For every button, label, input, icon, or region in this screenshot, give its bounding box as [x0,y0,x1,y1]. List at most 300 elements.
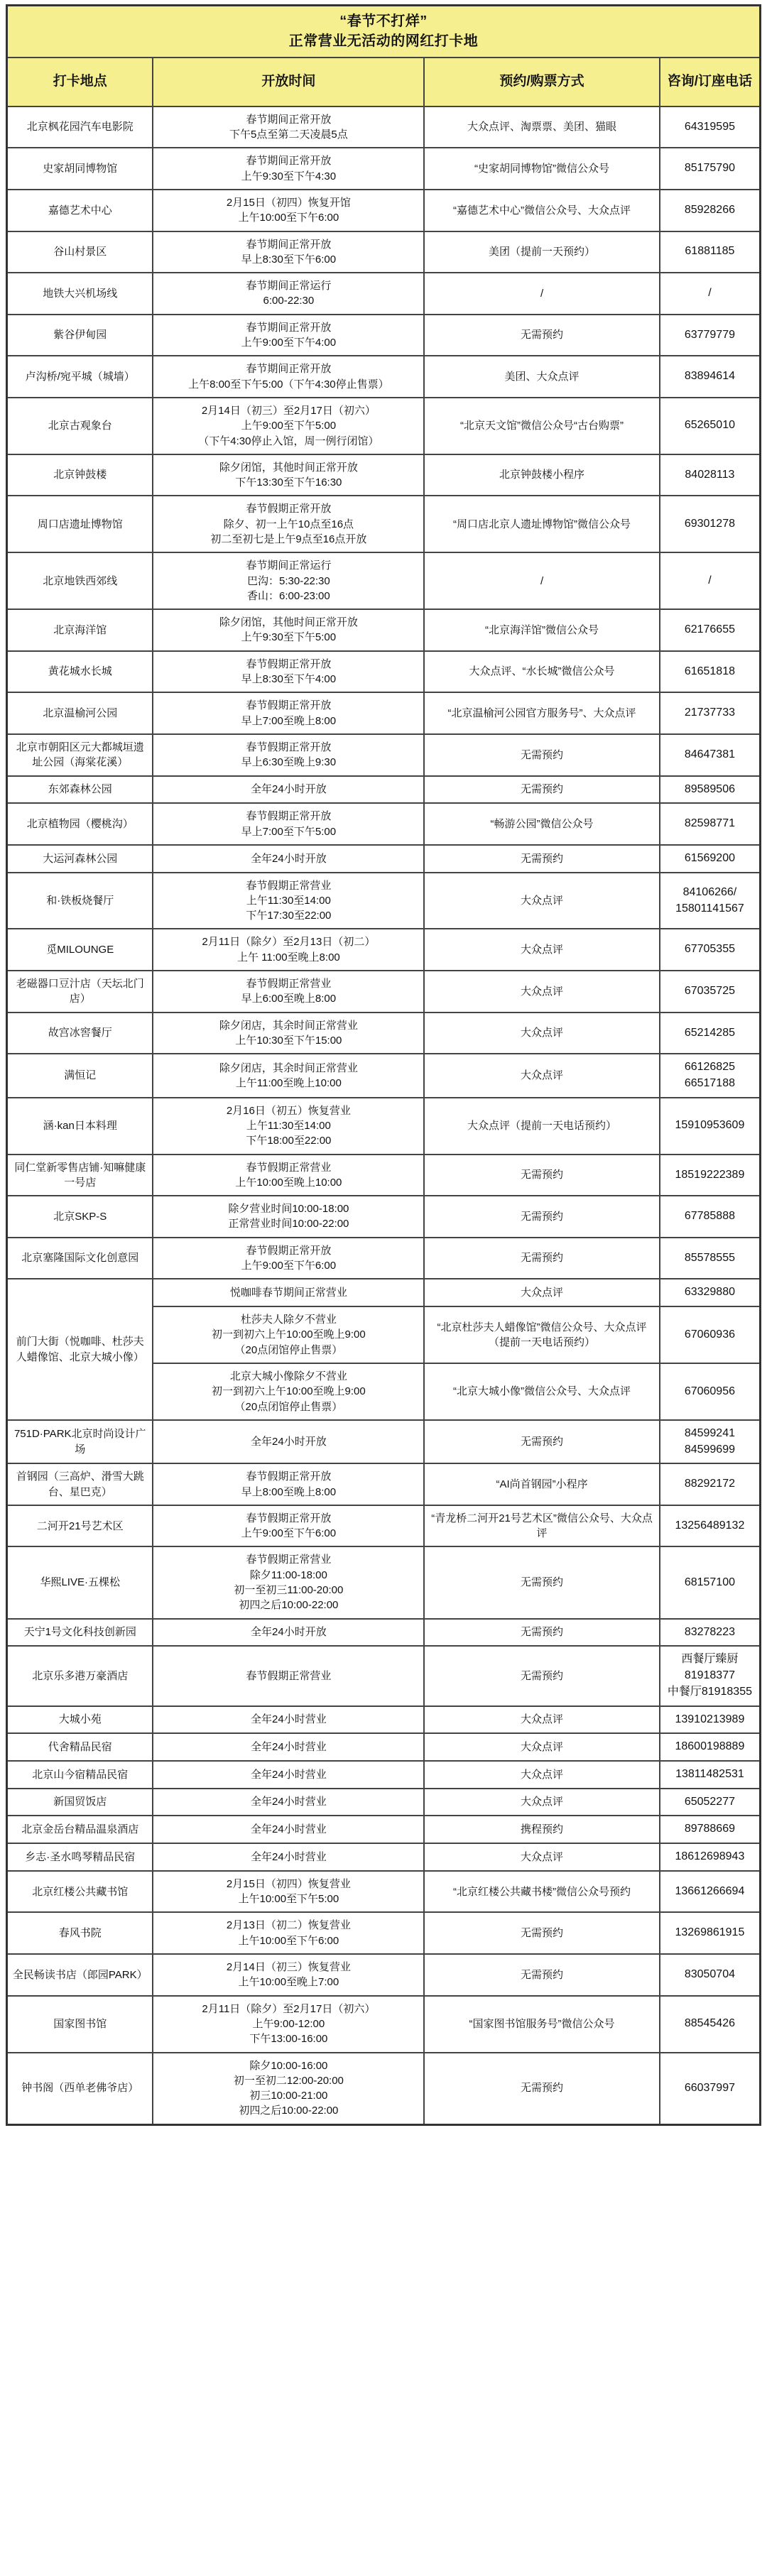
cell-booking [424,651,660,693]
cell-booking [424,552,660,609]
cell-hours-line: 除夕闭馆，其他时间正常开放 [219,616,358,629]
cell-phone-line: 65265010 [684,419,735,432]
cell-hours-line: 全年24小时营业 [251,1713,327,1726]
cell-hours-line: 春节假期正常营业 [246,1161,332,1174]
cell-hours-line: 北京大城小像除夕不营业 [229,1370,347,1382]
cell-place: 北京乐多港万豪酒店 [7,1646,153,1705]
cell-place: 首钢园（三高炉、滑雪大跳台、星巴克） [7,1463,153,1505]
cell-phone [660,496,761,552]
cell-phone-line: 82598771 [684,817,735,830]
cell-hours-line: 全年24小时开放 [251,1626,327,1639]
cell-booking-line: 大众点评 [521,1287,564,1299]
cell-phone-line: 83278223 [684,1625,735,1638]
column-header-hours: 开放时间 [153,58,424,107]
cell-place: 老磁器口豆汁店（天坛北门店） [7,971,153,1013]
cell-place: 北京海洋馆 [7,609,153,651]
cell-hours [153,398,424,454]
table-row [7,148,761,190]
cell-hours-line: 巴沟：5:30-22:30 [247,574,330,587]
table-row [7,1155,761,1196]
cell-booking-line: “北京杜莎夫人蜡像馆”微信公众号、大众点评（提前一天电话预约） [437,1321,647,1349]
cell-phone [660,1420,761,1463]
cell-hours-line: 6:00-22:30 [263,295,315,307]
cell-phone [660,552,761,609]
cell-booking-line: 大众点评 [521,1768,564,1781]
table-title [7,6,761,58]
table-row [7,651,761,693]
cell-hours-line: 除夕闭店，其余时间正常营业 [219,1019,358,1032]
cell-place: 北京植物园（樱桃沟） [7,803,153,845]
cell-phone [660,1619,761,1647]
cell-phone [660,1706,761,1734]
cell-booking [424,1954,660,1996]
cell-place: 谷山村景区 [7,231,153,273]
cell-hours [153,1546,424,1618]
cell-hours [153,1196,424,1238]
cell-booking-line: 大众点评（提前一天电话预约） [467,1119,617,1132]
cell-place: 751D·PARK北京时尚设计广场 [7,1420,153,1463]
cell-hours-line: 初二至初七是上午9点至16点开放 [210,533,367,545]
cell-hours-line: 早上8:30至下午6:00 [241,253,337,266]
cell-booking-line: “史家胡同博物馆”微信公众号 [474,162,610,175]
cell-hours [153,1646,424,1705]
cell-hours-line: （20点闭馆停止售票） [234,1343,343,1356]
cell-place: 前门大街（悦咖啡、杜莎夫人蜡像馆、北京大城小像） [7,1279,153,1420]
cell-hours [153,1420,424,1463]
cell-booking-line: 无需预约 [521,1252,564,1265]
cell-booking-line: “北京海洋馆”微信公众号 [485,623,599,636]
cell-phone-line: 67785888 [684,1210,735,1223]
cell-phone-line: 84599699 [684,1443,735,1456]
cell-booking [424,971,660,1013]
cell-hours [153,552,424,609]
cell-hours-line: 春节假期正常开放 [246,657,332,670]
cell-phone [660,190,761,231]
table-row [7,929,761,971]
cell-hours [153,1238,424,1279]
cell-booking [424,1619,660,1647]
table-row [7,1279,761,1306]
cell-phone-line: 85928266 [684,203,735,216]
cell-booking [424,315,660,356]
cell-hours [153,734,424,776]
cell-place: 同仁堂新零售店铺·知嘛健康一号店 [7,1155,153,1196]
cell-phone [660,845,761,873]
cell-phone [660,1155,761,1196]
cell-place: 大城小苑 [7,1706,153,1734]
cell-booking [424,1363,660,1420]
cell-booking [424,1789,660,1816]
cell-place: 涵·kan日本料理 [7,1098,153,1155]
cell-phone [660,609,761,651]
cell-booking-line: 无需预约 [521,1669,564,1682]
cell-booking-line: 北京钟鼓楼小程序 [499,469,585,481]
cell-booking-line: 大众点评 [521,944,564,956]
cell-hours [153,231,424,273]
cell-hours [153,845,424,873]
cell-booking-line: “北京红楼公共藏书楼”微信公众号预约 [453,1885,631,1898]
cell-booking [424,398,660,454]
cell-hours-line: 初一至初二12:00-20:00 [233,2074,344,2087]
cell-booking-line: 大众点评 [521,1027,564,1039]
cell-hours-line: 春节假期正常营业 [246,879,332,892]
cell-phone-line: 66037997 [684,2081,735,2094]
cell-hours [153,1843,424,1871]
cell-phone [660,231,761,273]
cell-hours [153,1871,424,1913]
cell-hours-line: 春节期间正常开放 [246,363,332,376]
cell-booking [424,1155,660,1196]
cell-place: 东郊森林公园 [7,776,153,804]
cell-phone-line: 61881185 [685,245,735,258]
cell-booking [424,1871,660,1913]
cell-hours-line: 春节期间正常运行 [246,280,332,293]
table-row [7,1871,761,1913]
cell-booking-line: 大众点评 [521,894,564,907]
cell-hours-line: 春节假期正常开放 [246,741,332,753]
cell-phone [660,1646,761,1705]
cell-phone-line: 68157100 [684,1576,735,1588]
cell-hours-line: 2月15日（初四）恢复开馆 [226,196,351,209]
cell-place: 满恒记 [7,1054,153,1097]
table-row [7,398,761,454]
cell-place: 北京地铁西郊线 [7,552,153,609]
table-row [7,692,761,734]
table-row [7,845,761,873]
cell-place: 史家胡同博物馆 [7,148,153,190]
table-row [7,803,761,845]
cell-phone-line: 61651818 [684,665,735,677]
table-row [7,1505,761,1547]
cell-place: 周口店遗址博物馆 [7,496,153,552]
cell-hours [153,190,424,231]
cell-booking-line: “北京温榆河公园官方服务号”、大众点评 [447,707,636,719]
cell-booking-line: 无需预约 [521,748,564,761]
cell-phone-line: 69301278 [684,517,735,530]
cell-booking-line: 美团、大众点评 [504,370,580,383]
cell-hours [153,273,424,315]
cell-place: 钟书阁（西单老佛爷店） [7,2053,153,2125]
cell-hours-line: 上午9:00至下午4:00 [241,337,337,349]
cell-place: 天宁1号文化科技创新园 [7,1619,153,1647]
cell-hours-line: 上午10:00至晚上10:00 [235,1176,342,1189]
cell-phone-line: 18600198889 [675,1740,745,1753]
cell-phone [660,2053,761,2125]
cell-hours-line: 上午11:00至晚上10:00 [235,1076,342,1089]
cell-booking [424,1098,660,1155]
cell-phone-line: 18612698943 [675,1850,745,1863]
cell-phone-line: 84106266/ [682,885,737,898]
cell-hours [153,1761,424,1789]
cell-phone-line: 西餐厅臻厨 [681,1653,739,1666]
cell-phone [660,398,761,454]
cell-hours-line: 香山：6:00-23:00 [247,589,330,602]
cell-place: 故宫冰窖餐厅 [7,1013,153,1054]
cell-hours [153,315,424,356]
cell-booking [424,1013,660,1054]
cell-hours-line: 春节期间正常开放 [246,113,332,126]
cell-hours-line: 下午5点至第二天凌晨5点 [229,129,348,141]
cell-phone [660,1912,761,1954]
cell-phone-line: 81918377 [684,1669,735,1682]
cell-hours [153,803,424,845]
cell-booking [424,873,660,929]
cell-phone-line: 13256489132 [675,1519,745,1532]
cell-place: 和·铁板烧餐厅 [7,873,153,929]
cell-hours [153,929,424,971]
cell-hours-line: 杜莎夫人除夕不营业 [240,1314,337,1326]
table-row [7,1196,761,1238]
cell-phone-line: 66126825 [684,1061,735,1074]
cell-phone [660,1789,761,1816]
cell-place: 大运河森林公园 [7,845,153,873]
cell-phone [660,1196,761,1238]
cell-phone-line: 85578555 [684,1251,735,1264]
table-row [7,1098,761,1155]
table-head [7,6,761,107]
cell-hours [153,454,424,496]
cell-phone-line: 89589506 [684,782,735,795]
cell-place: 北京SKP-S [7,1196,153,1238]
cell-hours-line: 下午18:00至22:00 [246,1135,332,1147]
cell-hours [153,873,424,929]
cell-booking [424,1816,660,1843]
cell-phone-line: 62176655 [684,623,735,636]
cell-phone [660,454,761,496]
cell-place: 北京红楼公共藏书馆 [7,1871,153,1913]
cell-place: 北京温榆河公园 [7,692,153,734]
cell-booking [424,776,660,804]
table-row [7,1789,761,1816]
cell-hours [153,356,424,398]
table-row [7,190,761,231]
cell-hours-line: 上午10:30至下午15:00 [235,1034,342,1047]
cell-hours-line: 上午9:00至下午5:00 [241,420,337,432]
cell-booking-line: 无需预约 [521,1576,564,1589]
cell-hours-line: 除夕11:00-18:00 [249,1568,327,1581]
cell-hours-line: 春节假期正常开放 [246,503,332,515]
table-row [7,1646,761,1705]
cell-hours-line: 上午11:30至14:00 [246,894,331,907]
cell-phone-line: 67705355 [684,943,735,956]
cell-booking-line: 大众点评 [521,1796,564,1808]
title-line-2: 正常营业无活动的网红打卡地 [288,33,479,50]
cell-booking [424,1733,660,1761]
table-row [7,1238,761,1279]
cell-booking [424,1646,660,1705]
table-row [7,231,761,273]
cell-booking-line: 无需预约 [521,1435,564,1448]
cell-booking-line: 大众点评 [521,1069,564,1082]
cell-hours-line: 全年24小时营业 [251,1796,327,1808]
cell-hours [153,1912,424,1954]
cell-booking [424,1420,660,1463]
table-row [7,315,761,356]
cell-phone [660,356,761,398]
cell-phone-line: 13910213989 [675,1713,745,1725]
cell-hours-line: 初四之后10:00-22:00 [239,2105,339,2117]
cell-hours-line: 春节假期正常营业 [246,1554,332,1566]
cell-place: 全民畅读书店（郎园PARK） [7,1954,153,1996]
cell-hours-line: 2月16日（初五）恢复营业 [226,1104,351,1117]
cell-hours [153,971,424,1013]
cell-hours [153,1463,424,1505]
cell-hours-line: 早上7:00至晚上8:00 [241,714,337,727]
cell-phone [660,1013,761,1054]
table-row [7,1816,761,1843]
cell-booking-line: “国家图书馆服务号”微信公众号 [469,2017,615,2030]
cell-booking-line: 大众点评、“水长城”微信公众号 [469,665,615,678]
cell-hours-line: 上午10:00至下午6:00 [238,1934,339,1947]
cell-booking [424,1996,660,2053]
cell-booking-line: “畅游公园”微信公众号 [490,817,594,830]
cell-hours-line: 春节假期正常营业 [246,1669,332,1682]
cell-phone-line: 15801141567 [675,902,744,915]
cell-hours [153,1816,424,1843]
cell-hours-line: 除夕10:00-16:00 [249,2059,328,2072]
cell-hours-line: 全年24小时营业 [251,1823,327,1836]
cell-phone-line: 21737733 [684,706,735,719]
cell-booking [424,1761,660,1789]
cell-place: 地铁大兴机场线 [7,273,153,315]
cell-phone [660,273,761,315]
cell-booking [424,845,660,873]
cell-place: 北京枫花园汽车电影院 [7,107,153,148]
cell-phone-line: 83894614 [684,370,735,383]
cell-booking-line: 无需预约 [521,852,564,865]
table-row [7,1619,761,1647]
cell-booking-line: “北京大城小像”微信公众号、大众点评 [453,1385,631,1398]
cell-hours-line: 全年24小时营业 [251,1740,327,1753]
cell-hours-line: 除夕闭店，其余时间正常营业 [219,1061,358,1074]
table-row [7,1013,761,1054]
table-row [7,609,761,651]
table-row [7,1996,761,2053]
table-row [7,1733,761,1761]
cell-hours [153,1054,424,1097]
cell-phone-line: 83050704 [684,1968,735,1980]
cell-phone-line: 61569200 [684,851,735,864]
cell-place: 卢沟桥/宛平城（城墙） [7,356,153,398]
cell-booking-line: 大众点评 [521,985,564,998]
table-body [7,107,761,2124]
table-row [7,873,761,929]
cell-place: 乡志·圣水鸣琴精品民宿 [7,1843,153,1871]
cell-booking-line: 无需预约 [521,1210,564,1223]
cell-hours [153,1996,424,2053]
cell-phone [660,107,761,148]
cell-phone-line: 67035725 [684,985,735,997]
cell-phone [660,734,761,776]
cell-phone [660,1954,761,1996]
table-row [7,107,761,148]
cell-phone-line: 13269861915 [675,1926,745,1939]
cell-booking-line: 无需预约 [521,329,564,342]
cell-booking-line: 无需预约 [521,1968,564,1981]
cell-booking [424,107,660,148]
cell-booking [424,1843,660,1871]
cell-booking [424,190,660,231]
cell-phone [660,1733,761,1761]
cell-hours [153,1706,424,1734]
cell-hours-line: 初一到初六上午10:00至晚上9:00 [212,1385,366,1398]
cell-hours-line: （20点闭馆停止售票） [234,1400,343,1413]
cell-booking-line: “北京天文馆”微信公众号“古台购票” [460,420,624,432]
cell-hours-line: 全年24小时开放 [251,852,327,865]
table-row [7,552,761,609]
table-row [7,1954,761,1996]
cell-hours-line: 全年24小时开放 [251,1435,327,1448]
title-line-1: “春节不打烊” [339,13,428,29]
cell-hours [153,1505,424,1547]
cell-phone [660,929,761,971]
cell-phone [660,1463,761,1505]
cell-hours-line: 上午11:30至14:00 [246,1119,331,1132]
cell-booking-line: 大众点评 [521,1850,564,1863]
cell-hours-line: 除夕营业时间10:00-18:00 [228,1203,349,1216]
cell-booking-line: 大众点评、淘票票、美团、猫眼 [467,121,617,133]
cell-place: 北京古观象台 [7,398,153,454]
cell-booking-line: “青龙桥二河开21号艺术区”微信公众号、大众点评 [431,1512,653,1540]
cell-hours-line: 上午 11:00至晚上8:00 [236,951,340,964]
cell-place: 新国贸饭店 [7,1789,153,1816]
cell-hours-line: 上午9:00至下午6:00 [241,1260,337,1272]
cell-hours [153,1306,424,1363]
cell-place: 二河开21号艺术区 [7,1505,153,1547]
cell-booking-line: / [540,287,544,300]
cell-phone-line: 15910953609 [675,1119,745,1132]
cell-hours [153,107,424,148]
cell-hours [153,1954,424,1996]
cell-phone-line: 84599241 [684,1426,735,1439]
cell-hours-line: 春节假期正常开放 [246,1470,332,1483]
cell-hours-line: 早上8:00至晚上8:00 [241,1485,337,1498]
cell-hours-line: 除夕闭馆，其他时间正常开放 [219,461,358,474]
cell-phone [660,1279,761,1306]
cell-place: 华熙LIVE·五棵松 [7,1546,153,1618]
cell-hours [153,1733,424,1761]
cell-phone-line: 67060956 [684,1385,735,1397]
table-row [7,1912,761,1954]
cell-phone-line: 67060936 [684,1328,735,1341]
cell-hours-line: 春节假期正常开放 [246,1512,332,1524]
column-header-phone: 咨询/订座电话 [660,58,761,107]
cell-phone-line: 88292172 [684,1478,735,1490]
cell-phone-line: / [708,287,712,300]
cell-booking [424,1546,660,1618]
column-header-place: 打卡地点 [7,58,153,107]
cell-phone [660,1761,761,1789]
cell-hours-line: 2月14日（初三）恢复营业 [226,1961,351,1974]
cell-booking [424,496,660,552]
cell-hours-line: 初四之后10:00-22:00 [239,1599,339,1612]
cell-hours-line: 2月13日（初二）恢复营业 [226,1919,351,1932]
cell-booking [424,1912,660,1954]
cell-booking-line: 无需预约 [521,1626,564,1639]
cell-hours-line: 早上6:00至晚上8:00 [241,993,337,1005]
cell-hours [153,1155,424,1196]
cell-phone [660,1546,761,1618]
cell-phone [660,803,761,845]
table-row [7,1706,761,1734]
cell-booking-line: 无需预约 [521,1927,564,1940]
cell-hours-line: 下午17:30至22:00 [246,910,332,922]
cell-booking [424,1706,660,1734]
cell-hours-line: 2月11日（除夕）至2月13日（初二） [202,936,376,949]
cell-place: 国家图书馆 [7,1996,153,2053]
cell-place: 代舍精品民宿 [7,1733,153,1761]
cell-hours-line: 春节假期正常开放 [246,1244,332,1257]
